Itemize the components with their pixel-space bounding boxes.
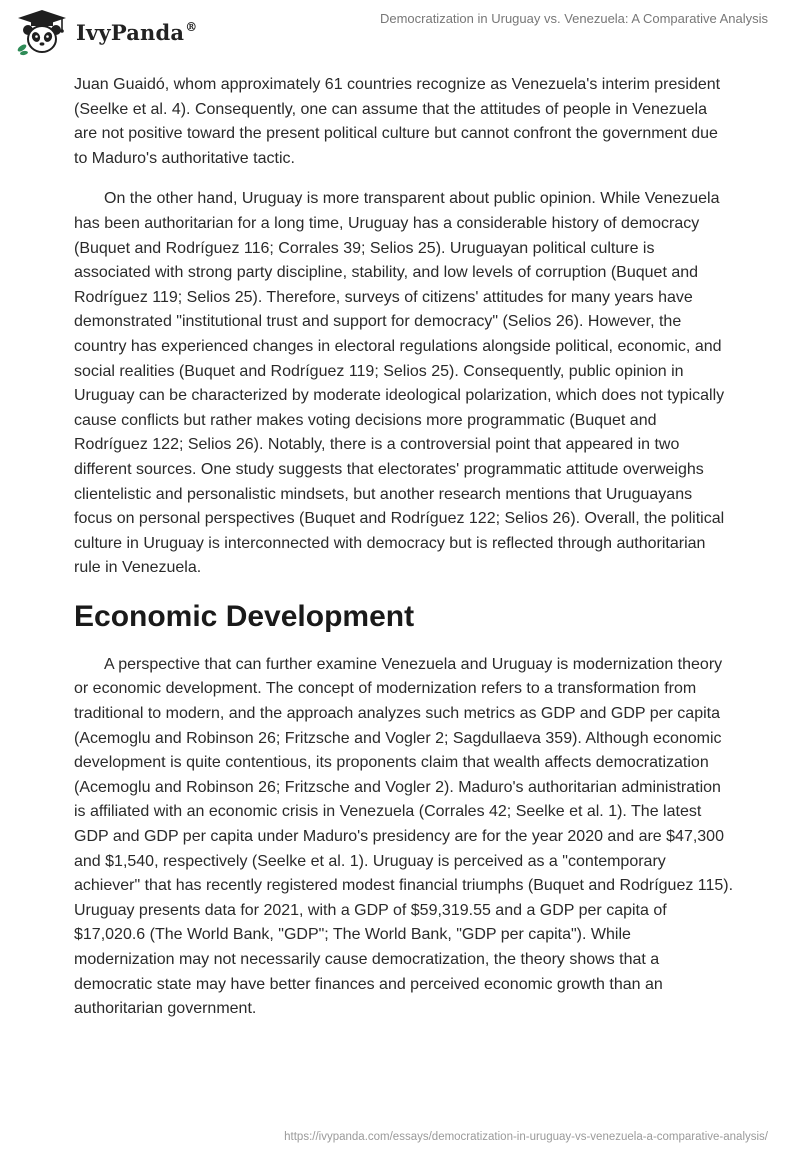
registered-mark: ®: [185, 19, 198, 34]
footer-source-url[interactable]: https://ivypanda.com/essays/democratization-in-uruguay-vs-venezuela-a-comparative-analysis/: [284, 1131, 768, 1143]
page-header: [0, 0, 800, 62]
section-heading-economic-development: Economic Development: [74, 599, 415, 633]
brand-name: IvyPanda®: [76, 19, 198, 45]
document-title: Democratization in Uruguay vs. Venezuela: A Comparative Analysis: [379, 11, 768, 26]
panda-graduation-cap-icon: [14, 8, 70, 56]
brand-logo[interactable]: [14, 8, 197, 56]
paragraph-3: A perspective that can further examine Venezuela and Uruguay is modernization theory or economic development. The concept of modernization refers to a transformation from traditional to modern, and the approach analyzes such metrics as GDP and GDP per capita (Acemoglu and Robinson 26; Fritzsche and Vogler 2; Sagdullaeva 359). Although economic development is quite contentious, its proponents claim that wealth affects democratization (Acemoglu and Robinson 26; Fritzsche and Vogler 2). Maduro's authoritarian administration is affiliated with an economic crisis in Venezuela (Corrales 42; Seelke et al. 1). The latest GDP and GDP per capita under Maduro's presidency are for the year 2020 and are $47,300 and $1,540, respectively (Seelke et al. 1). Uruguay is perceived as a "contemporary achiever" that has recently registered modest financial triumphs (Buquet and Rodríguez 115). Uruguay presents data for 2021, with a GDP of $59,319.55 and a GDP per capita of $17,020.6 (The World Bank, "GDP"; The World Bank, "GDP per capita"). While modernization may not necessarily cause democratization, the theory shows that a democratic state may have better finances and perceived economic growth than an authoritarian government.: [74, 655, 734, 1018]
essay-content: [74, 73, 734, 1038]
paragraph-2: On the other hand, Uruguay is more transparent about public opinion. While Venezuela has been authoritarian for a long time, Uruguay has a considerable history of democracy (Buquet and Rodríguez 116; Corrales 39; Selios 25). Uruguayan political culture is associated with strong party discipline, stability, and low levels of corruption (Buquet and Rodríguez 119; Selios 25). Therefore, surveys of citizens' attitudes for many years have demonstrated "institutional trust and support for democracy" (Selios 26). However, the country has experienced changes in electoral regulations alongside political, economic, and social realities (Buquet and Rodríguez 119; Selios 25). Consequently, public opinion in Uruguay can be characterized by moderate ideological polarization, which does not typically cause conflicts but rather makes voting decisions more programmatic (Buquet and Rodríguez 122; Selios 26). Notably, there is a controversial point that appeared in two different sources. One study suggests that electorates' programmatic attitude overweighs clientelistic and personalistic mindsets, but another research mentions that Uruguayans focus on personal perspectives (Buquet and Rodríguez 122; Selios 26). Overall, the political culture in Uruguay is interconnected with democracy but is reflected through authoritarian rule in Venezuela.: [74, 190, 725, 577]
paragraph-1: Juan Guaidó, whom approximately 61 countries recognize as Venezuela's interim president (Seelke et al. 4). Consequently, one can assume that the attitudes of people in Venezuela are not positive toward the present political culture but cannot confront the government due to Maduro's authoritative tactic.: [74, 76, 721, 167]
